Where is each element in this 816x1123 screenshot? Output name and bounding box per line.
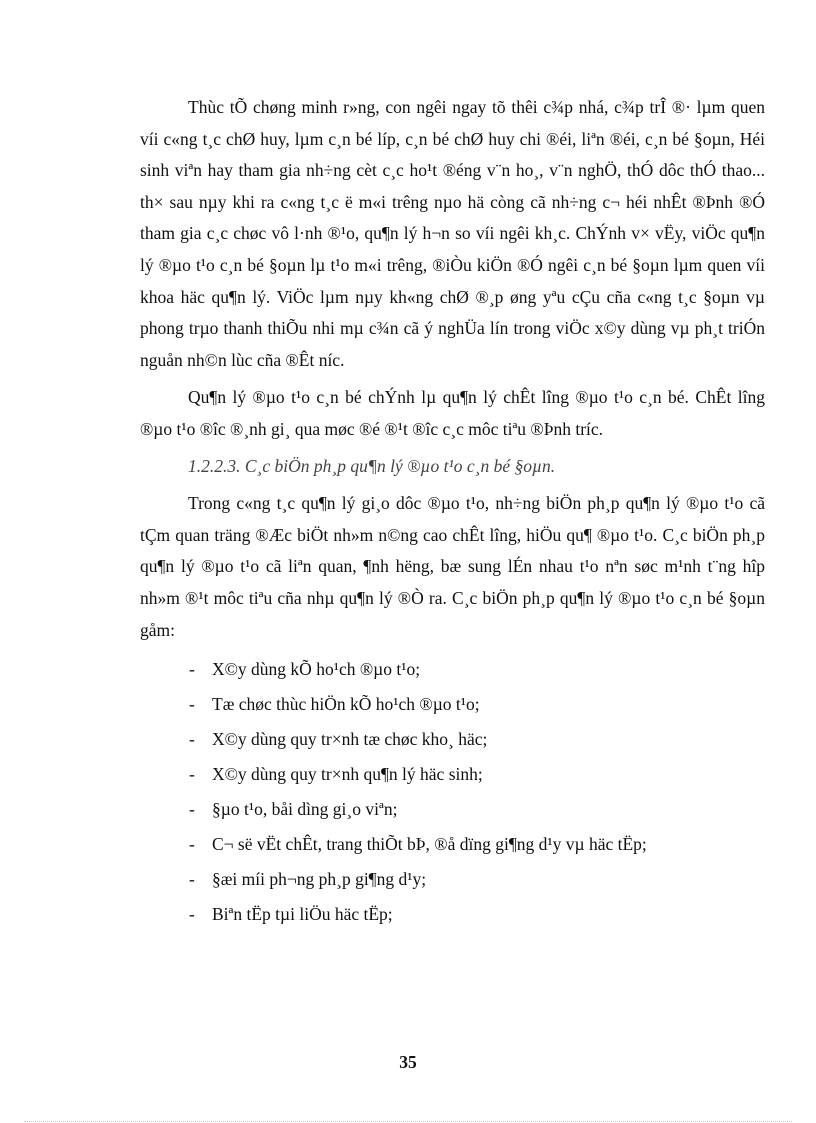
list-item-text: Biªn tËp tµi liÖu häc tËp; bbox=[212, 904, 393, 925]
page-number: 35 bbox=[399, 1052, 417, 1072]
measures-list bbox=[140, 654, 765, 934]
list-item bbox=[140, 724, 765, 759]
bullet-marker: - bbox=[189, 799, 195, 820]
paragraph-1: Thùc tÕ chøng minh r»ng, con ngêi ngay tõ thêi c¾p nhá, c¾p trÎ ®· lµm quen víi c«ng t¸c chØ huy, lµm c¸n bé líp, c¸n bé chØ huy chi ®éi, liªn ®éi, c¸n bé §oµn, Héi sinh viªn hay tham gia nh÷ng cèt c¸c ho¹t ®éng v¨n ho¸, v¨n nghÖ, thÓ dôc thÓ thao... th× sau nµy khi ra c«ng t¸c ë m«i trêng nµo hä còng cã nh÷ng c¬ héi nhÊt ®Þnh ®Ó tham gia c¸c chøc vô l·nh ®¹o, qu¶n lý h¬n so víi ngêi kh¸c. ChÝnh v× vËy, viÖc qu¶n lý ®µo t¹o c¸n bé §oµn lµ t¹o m«i trêng, ®iÒu kiÖn ®Ó ngêi c¸n bé §oµn lµm quen víi khoa häc qu¶n lý. ViÖc lµm nµy kh«ng chØ ®¸p øng yªu cÇu cña c«ng t¸c §oµn vµ phong trµo thanh thiÕu nhi mµ c¾n cã ý nghÜa lín trong viÖc x©y dùng vµ ph¸t triÓn nguån nh©n lùc cña ®Êt níc. bbox=[140, 97, 765, 370]
list-item-text: X©y dùng kÕ ho¹ch ®µo t¹o; bbox=[212, 659, 421, 680]
bullet-marker: - bbox=[189, 764, 195, 785]
list-item-text: C¬ së vËt chÊt, trang thiÕt bÞ, ®å dïng gi¶ng d¹y vµ häc tËp; bbox=[212, 834, 647, 855]
bullet-marker: - bbox=[189, 834, 195, 855]
body-text bbox=[140, 92, 765, 934]
list-item-text: X©y dùng quy tr×nh tæ chøc kho¸ häc; bbox=[212, 729, 488, 750]
list-item bbox=[140, 759, 765, 794]
page-bottom-divider bbox=[24, 1121, 792, 1122]
bullet-marker: - bbox=[189, 729, 195, 750]
list-item-text: §µo t¹o, båi dìng gi¸o viªn; bbox=[212, 799, 398, 820]
list-item-text: §æi míi ph¬ng ph¸p gi¶ng d¹y; bbox=[212, 869, 427, 890]
list-item bbox=[140, 864, 765, 899]
list-item bbox=[140, 654, 765, 689]
paragraph-2: Qu¶n lý ®µo t¹o c¸n bé chÝnh lµ qu¶n lý chÊt lîng ®µo t¹o c¸n bé. ChÊt lîng ®µo t¹o ®îc ®¸nh gi¸ qua møc ®é ®¹t ®îc c¸c môc tiªu ®Þnh tríc. bbox=[140, 387, 765, 439]
list-item-text: Tæ chøc thùc hiÖn kÕ ho¹ch ®µo t¹o; bbox=[212, 694, 480, 715]
bullet-marker: - bbox=[189, 869, 195, 890]
paragraph-3: Trong c«ng t¸c qu¶n lý gi¸o dôc ®µo t¹o, nh÷ng biÖn ph¸p qu¶n lý ®µo t¹o cã tÇm quan träng ®Æc biÖt nh»m n©ng cao chÊt lîng, hiÖu qu¶ ®µo t¹o. C¸c biÖn ph¸p qu¶n lý ®µo t¹o cã liªn quan, ¶nh hëng, bæ sung lÉn nhau t¹o nªn søc m¹nh t¨ng hîp nh»m ®¹t môc tiªu cña nhµ qu¶n lý ®Ò ra. C¸c biÖn ph¸p qu¶n lý ®µo t¹o c¸n bé §oµn gåm: bbox=[140, 493, 765, 640]
bullet-marker: - bbox=[189, 659, 195, 680]
list-item bbox=[140, 829, 765, 864]
bullet-marker: - bbox=[189, 694, 195, 715]
list-item-text: X©y dùng quy tr×nh qu¶n lý häc sinh; bbox=[212, 764, 483, 785]
section-heading: 1.2.2.3. C¸c biÖn ph¸p qu¶n lý ®µo t¹o c¸n bé §oµn. bbox=[188, 455, 556, 476]
bullet-marker: - bbox=[189, 904, 195, 925]
list-item bbox=[140, 794, 765, 829]
list-item bbox=[140, 689, 765, 724]
list-item bbox=[140, 899, 765, 934]
